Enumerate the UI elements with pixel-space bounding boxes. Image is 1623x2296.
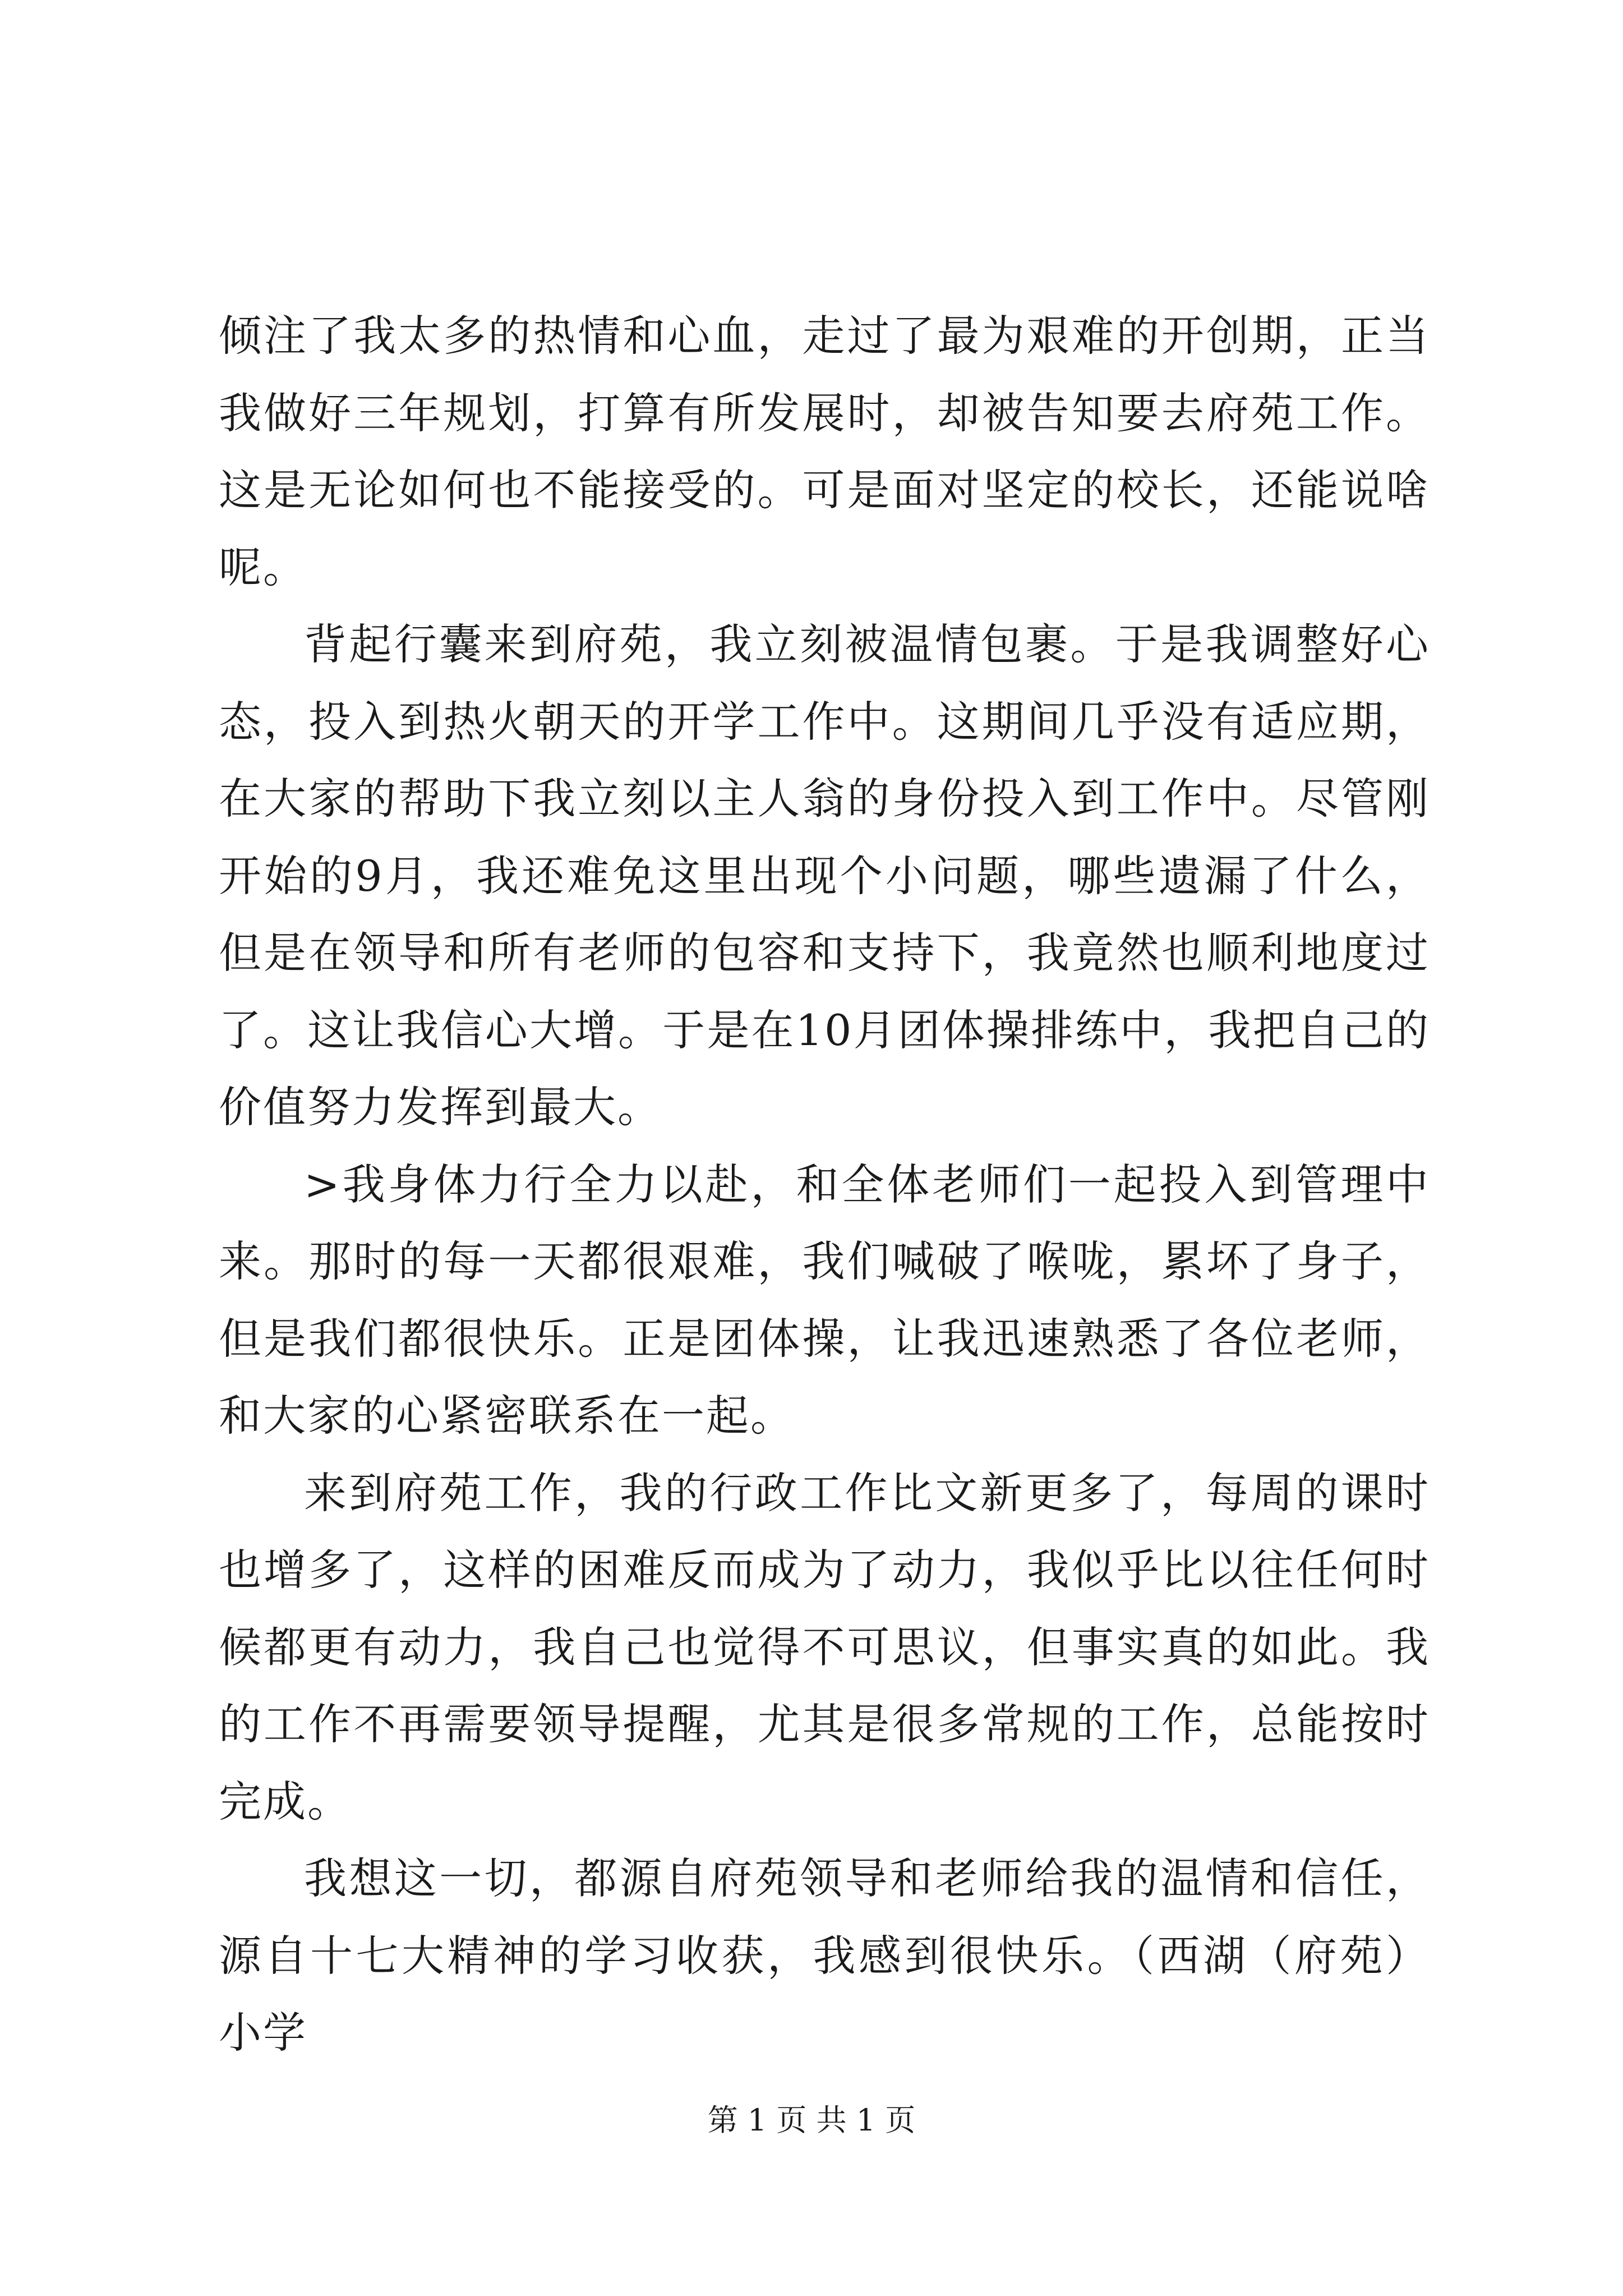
page-footer: 第 1 页 共 1 页 <box>707 2102 916 2138</box>
paragraph-2: 背起行囊来到府苑，我立刻被温情包裹。于是我调整好心态，投入到热火朝天的开学工作中。这期间几乎没有适应期，在大家的帮助下我立刻以主人翁的身份投入到工作中。尽管刚开始的9月，我还难免这里出现个小问题，哪些遗漏了什么，但是在领导和所有老师的包容和支持下，我竟然也顺利地度过了。这让我信心大增。于是在10月团体操排练中，我把自己的价值努力发挥到最大。 <box>219 619 1430 1132</box>
document-body <box>219 297 1430 2072</box>
paragraph-3: >我身体力行全力以赴，和全体老师们一起投入到管理中来。那时的每一天都很艰难，我们喊破了喉咙，累坏了身子，但是我们都很快乐。正是团体操，让我迅速熟悉了各位老师，和大家的心紧密联系在一起。 <box>219 1159 1430 1441</box>
paragraph-1: 倾注了我太多的热情和心血，走过了最为艰难的开创期，正当我做好三年规划，打算有所发展时，却被告知要去府苑工作。这是无论如何也不能接受的。可是面对坚定的校长，还能说啥呢。 <box>219 311 1430 592</box>
paragraph-5: 我想这一切，都源自府苑领导和老师给我的温情和信任，源自十七大精神的学习收获，我感到很快乐。（西湖（府苑）小学 <box>219 1853 1430 2058</box>
paragraph-4: 来到府苑工作，我的行政工作比文新更多了，每周的课时也增多了，这样的困难反而成为了动力，我似乎比以往任何时候都更有动力，我自己也觉得不可思议，但事实真的如此。我的工作不再需要领导提醒，尤其是很多常规的工作，总能按时完成。 <box>219 1467 1430 1826</box>
